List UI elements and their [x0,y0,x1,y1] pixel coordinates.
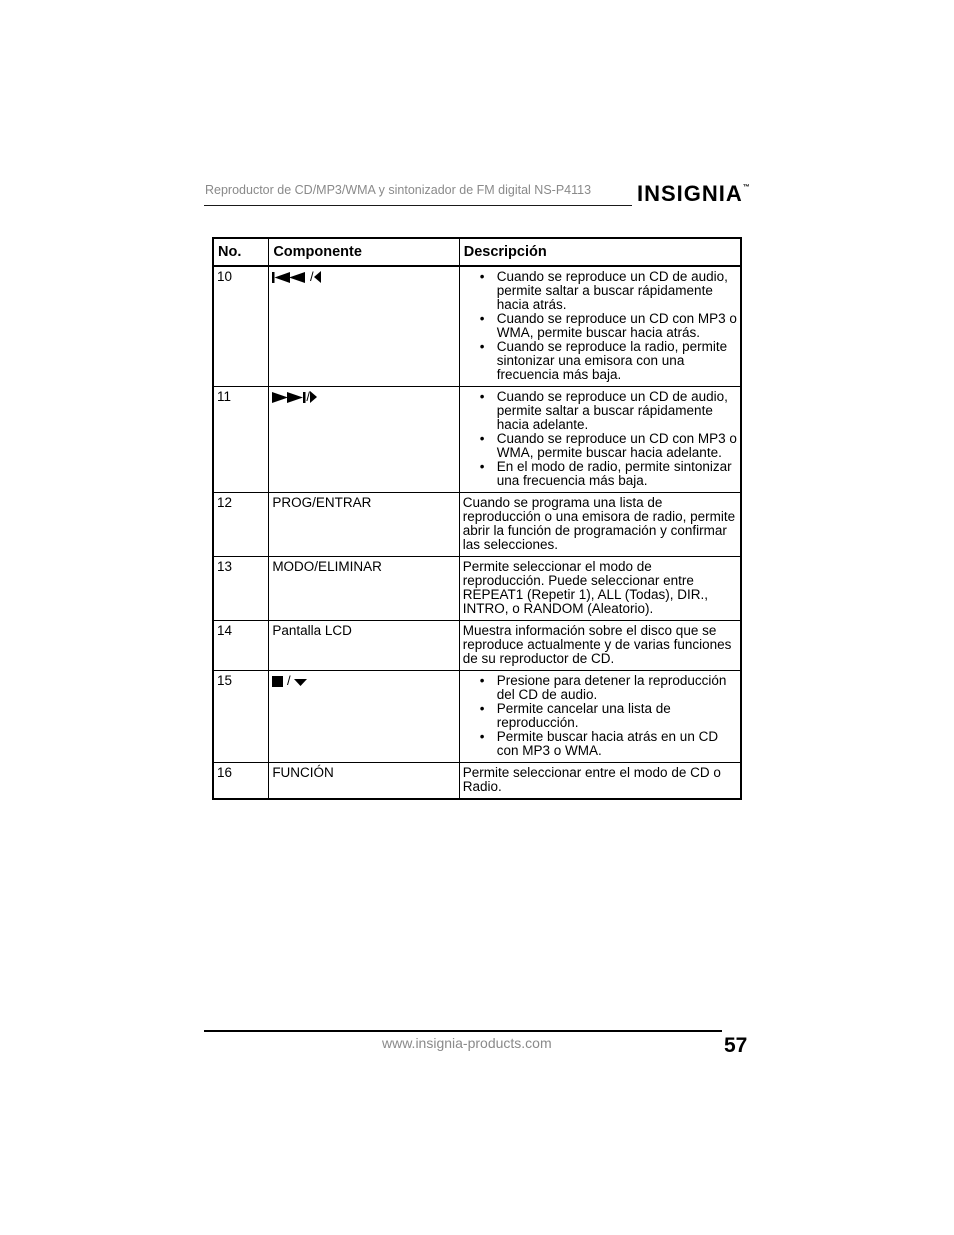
row-component: MODO/ELIMINAR [269,557,459,621]
list-item: • Permite cancelar una lista de reproducción. [497,702,737,730]
row-number: 10 [213,266,269,387]
row-description: Permite seleccionar entre el modo de CD o Radio. [459,763,741,800]
row-description [459,671,741,763]
tune-right-icon [310,391,317,403]
footer-url: www.insignia-products.com [382,1035,552,1051]
table-row [213,266,741,387]
table-header-row [213,238,741,266]
component-separator: / [309,269,314,284]
component-separator: / [306,389,310,404]
row-component [269,671,459,763]
down-arrow-icon [294,679,307,687]
list-item: • Cuando se reproduce la radio, permite sintonizar una emisora con una frecuencia más baja. [497,340,737,382]
row-number: 12 [213,493,269,557]
table-row [213,557,741,621]
tune-left-icon [314,271,321,283]
logo-trademark: ™ [742,184,750,191]
list-item: • En el modo de radio, permite sintonizar una frecuencia más baja. [497,460,737,488]
row-description: Muestra información sobre el disco que se reproduce actualmente y de varias funciones de su reproductor de CD. [459,621,741,671]
stop-icon [272,676,283,687]
header-description: Descripción [459,238,741,266]
running-header: Reproductor de CD/MP3/WMA y sintonizador de FM digital NS-P4113 [205,183,592,197]
header-component: Componente [269,238,459,266]
insignia-logo [637,181,750,207]
list-item: • Cuando se reproduce un CD de audio, permite saltar a buscar rápidamente hacia atrás. [497,270,737,312]
row-component: FUNCIÓN [269,763,459,800]
row-component [269,266,459,387]
row-number: 13 [213,557,269,621]
table-row [213,621,741,671]
table-row [213,763,741,800]
table-row [213,493,741,557]
table-row [213,671,741,763]
footer-rule [204,1030,722,1032]
component-separator: / [286,673,291,688]
component-table [212,237,742,800]
skip-forward-icon [272,392,306,403]
row-number: 16 [213,763,269,800]
list-item: • Cuando se reproduce un CD con MP3 o WMA, permite buscar hacia atrás. [497,312,737,340]
row-number: 15 [213,671,269,763]
list-item: • Presione para detener la reproducción del CD de audio. [497,674,737,702]
skip-back-icon [272,272,306,283]
row-description [459,387,741,493]
logo-text: INSIGNIA [637,181,743,206]
row-description: Permite seleccionar el modo de reproducción. Puede seleccionar entre REPEAT1 (Repetir 1), ALL (Todas), DIR., INTRO, o RANDOM (Aleatorio). [459,557,741,621]
row-component: Pantalla LCD [269,621,459,671]
page-number: 57 [724,1034,748,1057]
row-description: Cuando se programa una lista de reproducción o una emisora de radio, permite abrir la función de programación y confirmar las selecciones. [459,493,741,557]
row-description [459,266,741,387]
table-row [213,387,741,493]
row-number: 14 [213,621,269,671]
row-number: 11 [213,387,269,493]
header-no: No. [213,238,269,266]
list-item: • Permite buscar hacia atrás en un CD con MP3 o WMA. [497,730,737,758]
header-rule [204,205,632,206]
list-item: • Cuando se reproduce un CD de audio, permite saltar a buscar rápidamente hacia adelante. [497,390,737,432]
row-component: PROG/ENTRAR [269,493,459,557]
row-component [269,387,459,493]
list-item: • Cuando se reproduce un CD con MP3 o WMA, permite buscar hacia adelante. [497,432,737,460]
